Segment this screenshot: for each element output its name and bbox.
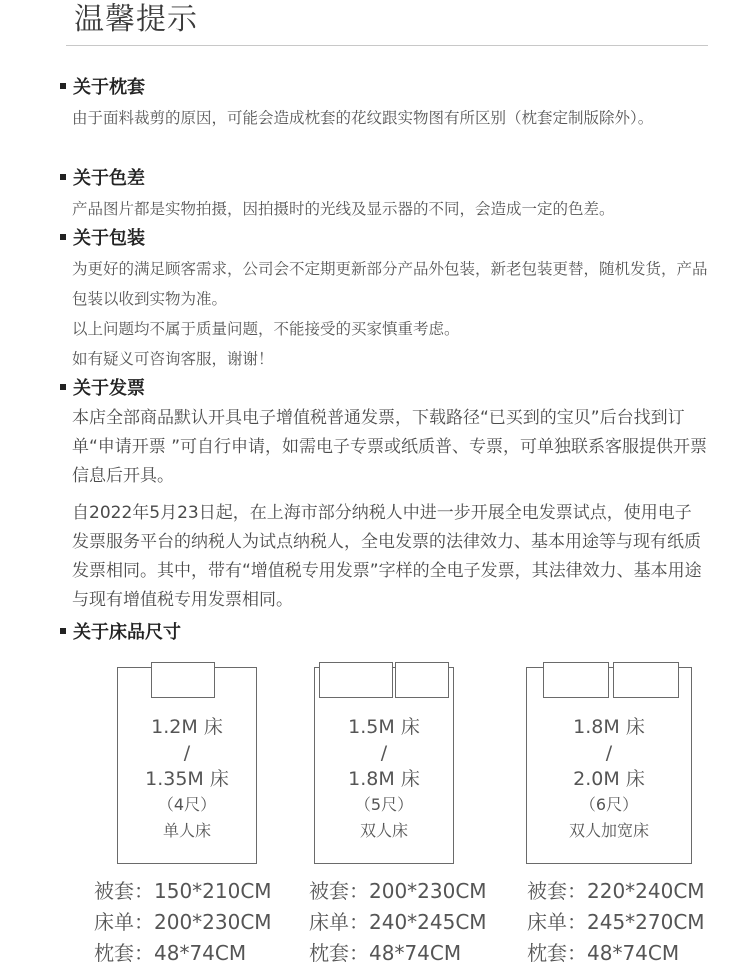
sheet-size: 床单：245*270CM xyxy=(527,910,705,934)
bullet-icon xyxy=(60,628,66,634)
section-paragraph: 由于面料裁剪的原因，可能会造成枕套的花纹跟实物图有所区别（枕套定制版除外）。 xyxy=(72,109,654,127)
bed-spec-list-single xyxy=(94,876,272,969)
bed-size-separator: / xyxy=(183,742,191,764)
pillowcase-size: 枕套：48*74CM xyxy=(527,941,680,965)
bed-type: 双人加宽床 xyxy=(568,821,649,840)
section-heading: 关于色差 xyxy=(73,168,145,189)
bed-size-b: 1.35M 床 xyxy=(145,768,229,790)
bed-type: 双人床 xyxy=(359,821,408,840)
pillow-shape xyxy=(319,662,393,698)
section-bedding-size xyxy=(60,620,720,646)
bed-size-a: 1.5M 床 xyxy=(348,716,420,738)
section-heading: 关于包装 xyxy=(73,228,145,249)
bed-spec-list-double xyxy=(309,876,487,969)
pillow-shape xyxy=(613,662,679,698)
section-heading: 关于发票 xyxy=(73,378,145,399)
bullet-icon xyxy=(60,234,66,240)
section-packaging xyxy=(60,226,720,374)
bed-diagram-double xyxy=(314,667,454,864)
bed-feet: （5尺） xyxy=(354,795,414,814)
bullet-icon xyxy=(60,384,66,390)
sheet-size: 床单：240*245CM xyxy=(309,910,487,934)
page-title: 温馨提示 xyxy=(74,2,198,37)
pillow-shape xyxy=(151,662,215,698)
section-heading: 关于床品尺寸 xyxy=(73,622,181,643)
duvet-size: 被套：220*240CM xyxy=(527,879,705,903)
duvet-size: 被套：150*210CM xyxy=(94,879,272,903)
section-paragraph: 以上问题均不属于质量问题，不能接受的买家慎重考虑。 xyxy=(72,320,460,338)
section-paragraph: 本店全部商品默认开具电子增值税普通发票，下载路径“已买到的宝贝”后台找到订单“申请开票 ”可自行申请，如需电子专票或纸质普、专票，可单独联系客服提供开票信息后开具。 xyxy=(72,408,708,486)
section-heading: 关于枕套 xyxy=(73,77,145,98)
pillow-shape xyxy=(543,662,609,698)
sheet-size: 床单：200*230CM xyxy=(94,910,272,934)
bed-size-separator: / xyxy=(605,742,613,764)
bed-size-a: 1.8M 床 xyxy=(573,716,645,738)
title-divider xyxy=(66,45,708,46)
bed-feet: （6尺） xyxy=(579,795,639,814)
bed-type: 单人床 xyxy=(162,821,211,840)
section-paragraph: 产品图片都是实物拍摄，因拍摄时的光线及显示器的不同，会造成一定的色差。 xyxy=(72,200,615,218)
bed-spec-list-wide-double xyxy=(527,876,705,969)
pillowcase-size: 枕套：48*74CM xyxy=(94,941,247,965)
section-pillowcase xyxy=(60,75,720,133)
bullet-icon xyxy=(60,174,66,180)
bed-feet: （4尺） xyxy=(157,795,217,814)
bed-size-separator: / xyxy=(380,742,388,764)
section-invoice xyxy=(60,376,720,615)
bed-size-b: 2.0M 床 xyxy=(573,768,645,790)
section-paragraph: 如有疑义可咨询客服，谢谢！ xyxy=(72,350,274,368)
bed-diagram-single xyxy=(117,667,257,864)
bullet-icon xyxy=(60,83,66,89)
duvet-size: 被套：200*230CM xyxy=(309,879,487,903)
section-paragraph: 自2022年5月23日起，在上海市部分纳税人中进一步开展全电发票试点，使用电子发票服务平台的纳税人为试点纳税人，全电发票的法律效力、基本用途等与现有纸质发票相同。其中，带有“增值税专用发票”字样的全电子发票，其法律效力、基本用途与现有增值税专用发票相同。 xyxy=(72,503,702,610)
bed-size-a: 1.2M 床 xyxy=(151,716,223,738)
bed-size-b: 1.8M 床 xyxy=(348,768,420,790)
pillowcase-size: 枕套：48*74CM xyxy=(309,941,462,965)
bed-diagram-wide-double xyxy=(526,667,692,864)
section-paragraph: 为更好的满足顾客需求，公司会不定期更新部分产品外包装，新老包装更替，随机发货，产品包装以收到实物为准。 xyxy=(72,260,708,308)
section-color-difference xyxy=(60,166,720,224)
pillow-shape xyxy=(395,662,449,698)
